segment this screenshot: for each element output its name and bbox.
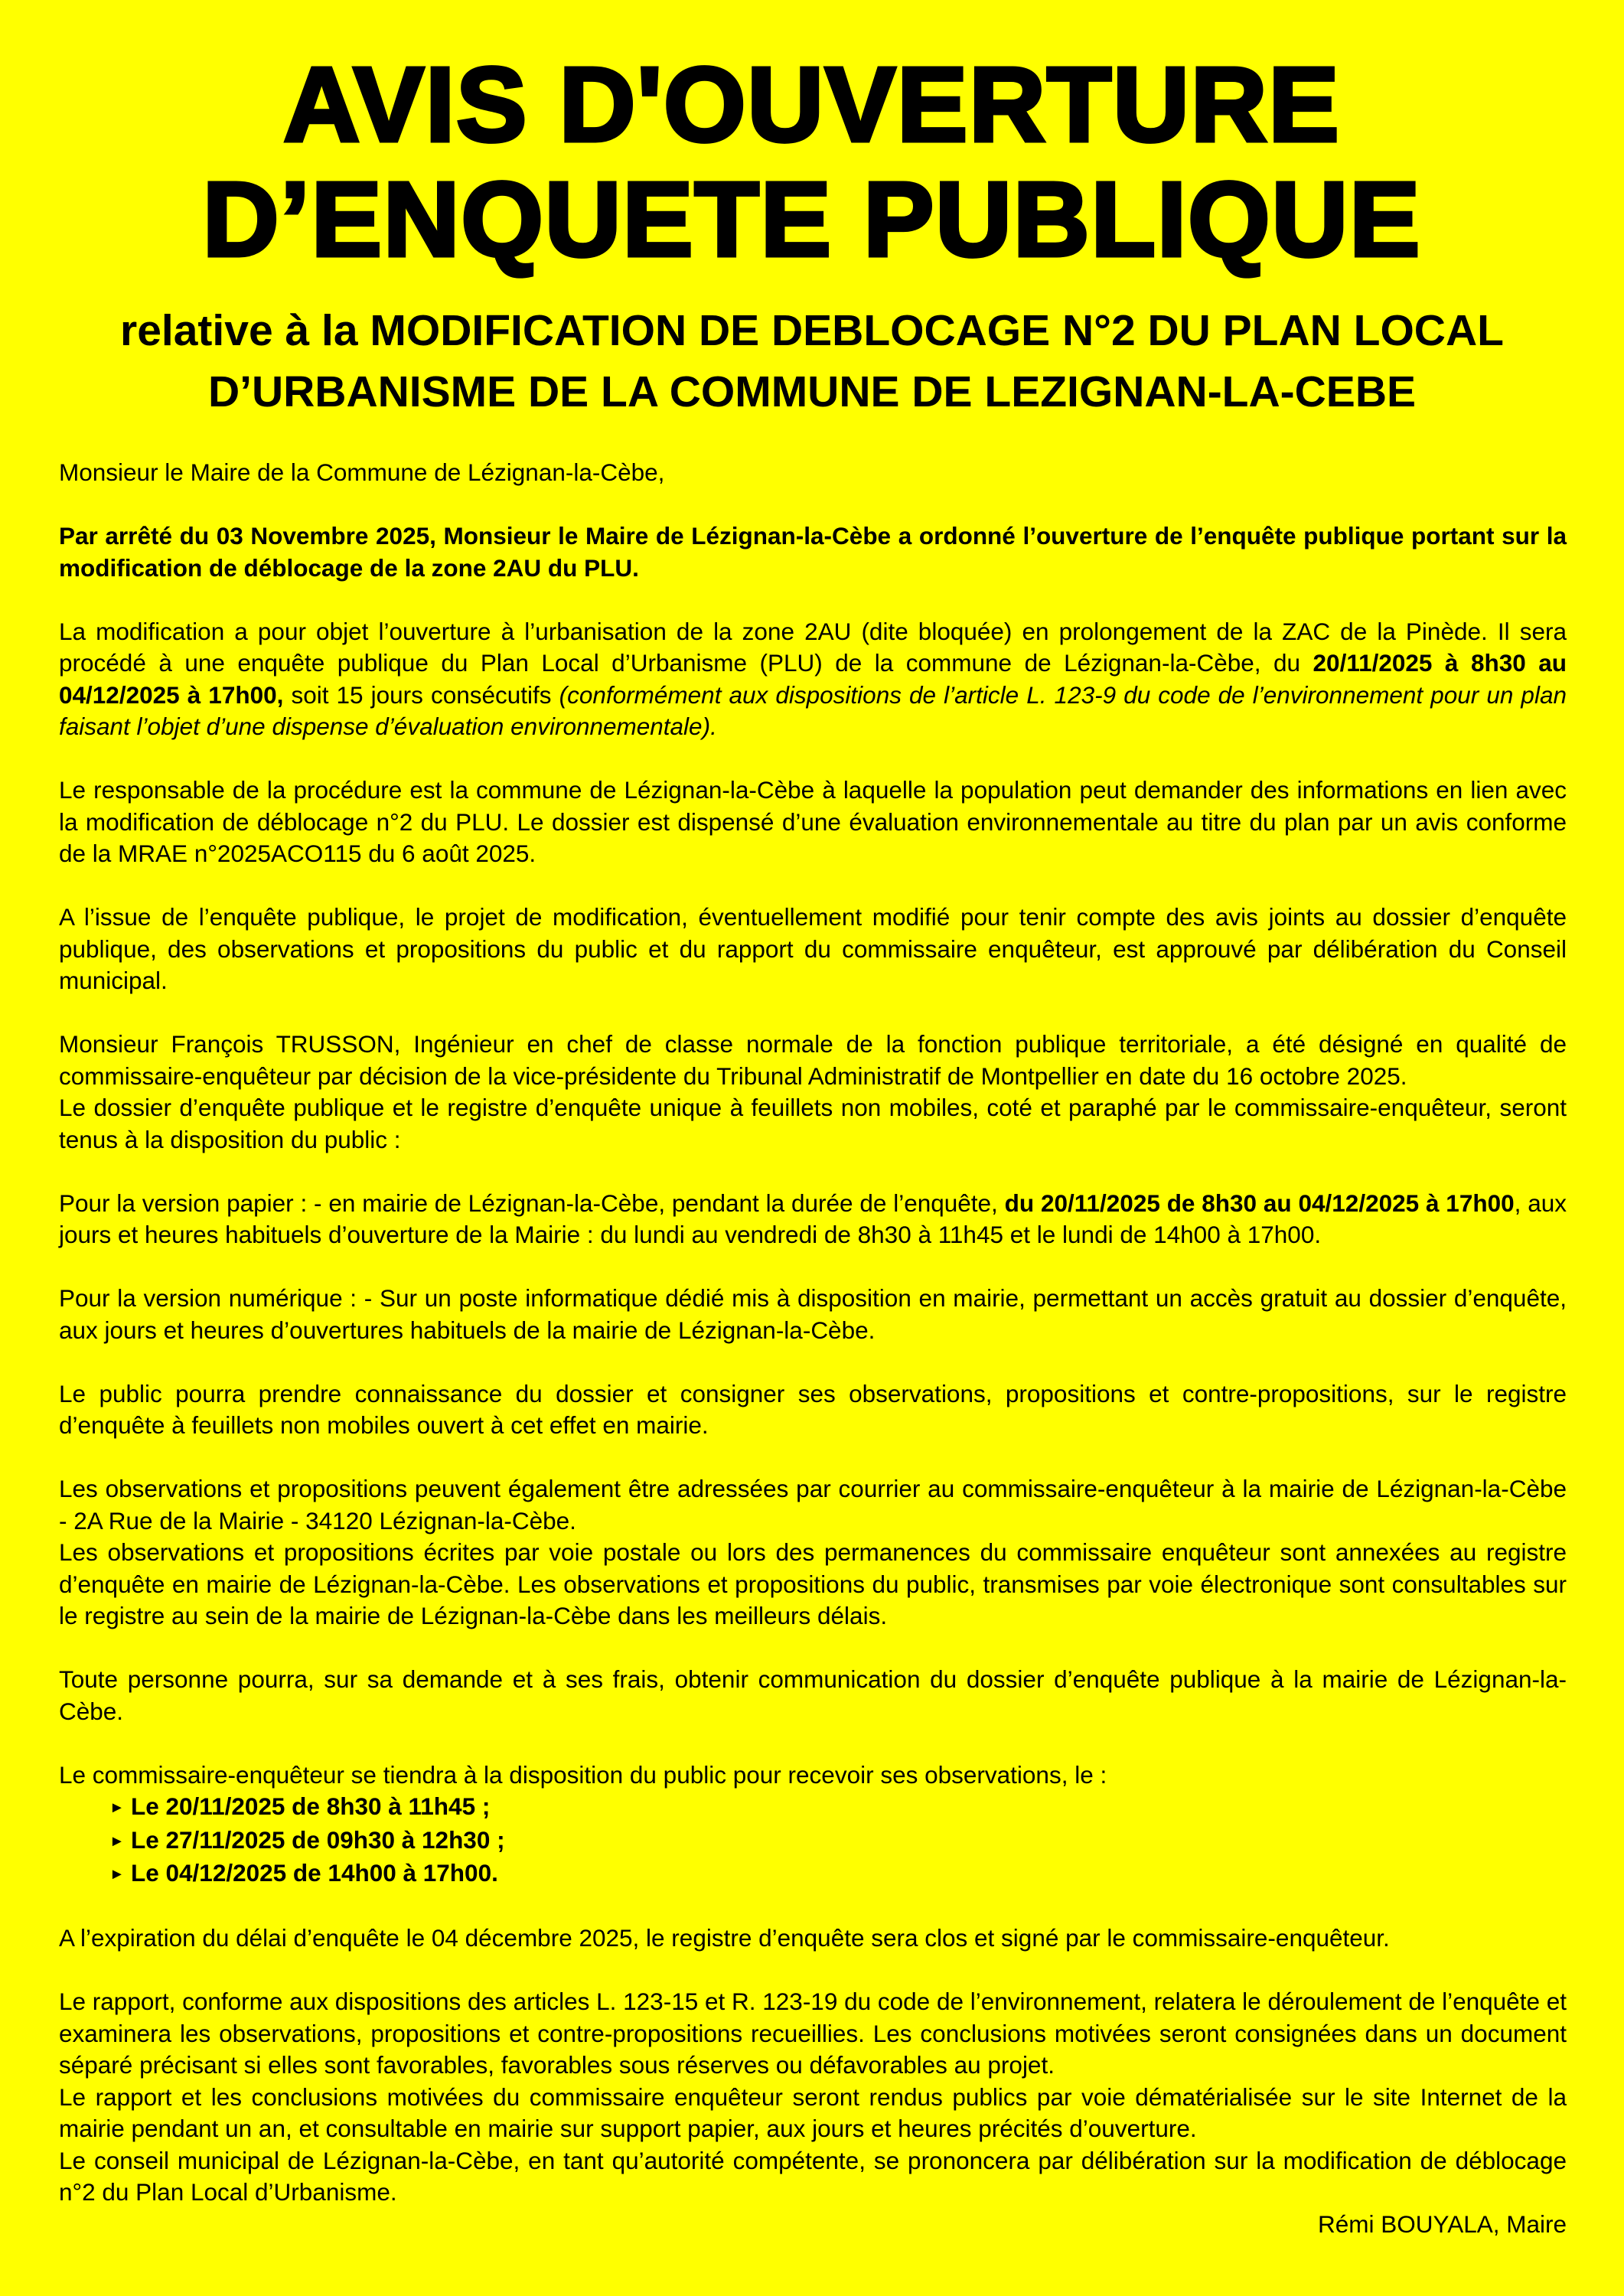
triangle-bullet-icon: ► [109,1832,125,1850]
list-item: ► Le 27/11/2025 de 09h30 à 12h30 ; [109,1825,1567,1858]
list-item: ► Le 20/11/2025 de 8h30 à 11h45 ; [109,1791,1567,1825]
enquete-duree: soit 15 jours consécutifs [283,680,559,709]
enquete-intro: Il sera procédé à une enquête publique du Plan Local d’Urbanisme (PLU) de la commune de Lézignan-la-Cèbe, du [59,617,1567,677]
courrier-paragraph: Les observations et propositions peuvent également être adressées par courrier au commissaire-enquêteur à la mairie de Lézignan-la-Cèbe - 2A Rue de la Mairie - 34120 Lézignan-la-Cèbe. [59,1475,1567,1534]
papier-horaires: , aux jours et heures habituels d’ouverture de la Mairie : du lundi au vendredi de 8h30 à 11h45 et le lundi de 14h00 à 17h00. [59,1189,1567,1248]
triangle-bullet-icon: ► [109,1799,125,1816]
expiration-paragraph: A l’expiration du délai d’enquête le 04 décembre 2025, le registre d’enquête sera clos et signé par le commissaire-enquêteur. [59,1924,1390,1952]
publicite-paragraph: Le rapport et les conclusions motivées du commissaire enquêteur seront rendus publics par voie dématérialisée sur le site Internet de la mairie pendant un an, et consultable en mairie sur support papier, aux jours et heures précités d’ouverture. [59,2082,1567,2142]
arrete-paragraph: Par arrêté du 03 Novembre 2025, Monsieur le Maire de Lézignan-la-Cèbe a ordonné l’ouverture de l’enquête publique portant sur la modification de déblocage de la zone 2AU du PLU. [59,522,1567,582]
dossier-paragraph: Le dossier d’enquête publique et le registre d’enquête unique à feuillets non mobiles, coté et paraphé par le commissaire-enquêteur, seront tenus à la disposition du public : [59,1094,1567,1153]
list-item: ► Le 04/12/2025 de 14h00 à 17h00. [109,1857,1567,1891]
communication-paragraph: Toute personne pourra, sur sa demande et à ses frais, obtenir communication du dossier d’enquête publique à la mairie de Lézignan-la-Cèbe. [59,1665,1567,1725]
objet-text: La modification a pour objet l’ouverture à l’urbanisation de la zone 2AU (dite bloquée) en prolongement de la ZAC de la Pinède. [59,617,1488,645]
title-line-2: D’ENQUETE PUBLIQUE [202,161,1422,279]
objet-paragraph [59,616,1567,743]
papier-dates: du 20/11/2025 de 8h30 au 04/12/2025 à 17h00 [1004,1189,1515,1217]
signature: Rémi BOUYALA, Maire [1318,2210,1567,2238]
triangle-bullet-icon: ► [109,1866,125,1883]
notice-body [59,457,1567,2272]
connaissance-paragraph: Le public pourra prendre connaissance du dossier et consigner ses observations, propositions et contre-propositions, sur le registre d’enquête à feuillets non mobiles ouvert à cet effet en mairie. [59,1379,1567,1439]
title-line-1: AVIS D'OUVERTURE [283,46,1341,164]
salutation: Monsieur le Maire de la Commune de Lézignan-la-Cèbe, [59,458,665,486]
rapport-paragraph: Le rapport, conforme aux dispositions des articles L. 123-15 et R. 123-19 du code de l’environnement, relatera le déroulement de l’enquête et examinera les observations, propositions et contre-propositions recueillies. Les conclusions motivées seront consignées dans un document séparé précisant si elles sont favorables, favorables sous réserves ou défavorables au projet. [59,1988,1567,2079]
conseil-paragraph: Le conseil municipal de Lézignan-la-Cèbe, en tant qu’autorité compétente, se prononcera par délibération sur la modification de déblocage n°2 du Plan Local d’Urbanisme. [59,2146,1567,2206]
papier-intro: Pour la version papier : - en mairie de Lézignan-la-Cèbe, pendant la durée de l’enquête, [59,1189,1005,1217]
subtitle-line-2: D’URBANISME DE LA COMMUNE DE LEZIGNAN-LA-CEBE [207,367,1417,416]
permanences-list [59,1791,1567,1891]
numerique-paragraph: Pour la version numérique : - Sur un poste informatique dédié mis à disposition en mairie, permettant un accès gratuit au dossier d’enquête, aux jours et heures d’ouvertures habituels de la mairie de Lézignan-la-Cèbe. [59,1284,1567,1344]
enquete-dates: 20/11/2025 à 8h30 au 04/12/2025 à 17h00, [59,649,1567,709]
enquete-ref: (conformément aux dispositions de l’article L. 123-9 du code de l’environnement pour un plan faisant l’objet d’une dispense d’évaluation environnementale). [59,680,1567,740]
commissaire-paragraph: Monsieur François TRUSSON, Ingénieur en chef de classe normale de la fonction publique territoriale, a été désigné en qualité de commissaire-enquêteur par décision de la vice-présidente du Tribunal Administratif de Montpellier en date du 16 octobre 2025. [59,1030,1567,1090]
responsable-paragraph: Le responsable de la procédure est la commune de Lézignan-la-Cèbe à laquelle la population peut demander des informations en lien avec la modification de déblocage n°2 du PLU. Le dossier est dispensé d’une évaluation environnementale au titre du plan par un avis conforme de la MRAE n°2025ACO115 du 6 août 2025. [59,776,1567,867]
permanences-intro: Le commissaire-enquêteur se tiendra à la disposition du public pour recevoir ses observations, le : [59,1760,1107,1789]
annexees-paragraph: Les observations et propositions écrites par voie postale ou lors des permanences du commissaire enquêteur sont annexées au registre d’enquête en mairie de Lézignan-la-Cèbe. Les observations et propositions du public, transmises par voie électronique sont consultables sur le registre au sein de la mairie de Lézignan-la-Cèbe dans les meilleurs délais. [59,1538,1567,1629]
papier-paragraph [59,1188,1567,1251]
subtitle-line-1: relative à la MODIFICATION DE DEBLOCAGE N°2 DU PLAN LOCAL [120,306,1504,355]
issue-paragraph: A l’issue de l’enquête publique, le projet de modification, éventuellement modifié pour tenir compte des avis joints au dossier d’enquête publique, des observations et propositions du public et du rapport du commissaire enquêteur, est approuvé par délibération du Conseil municipal. [59,903,1567,994]
